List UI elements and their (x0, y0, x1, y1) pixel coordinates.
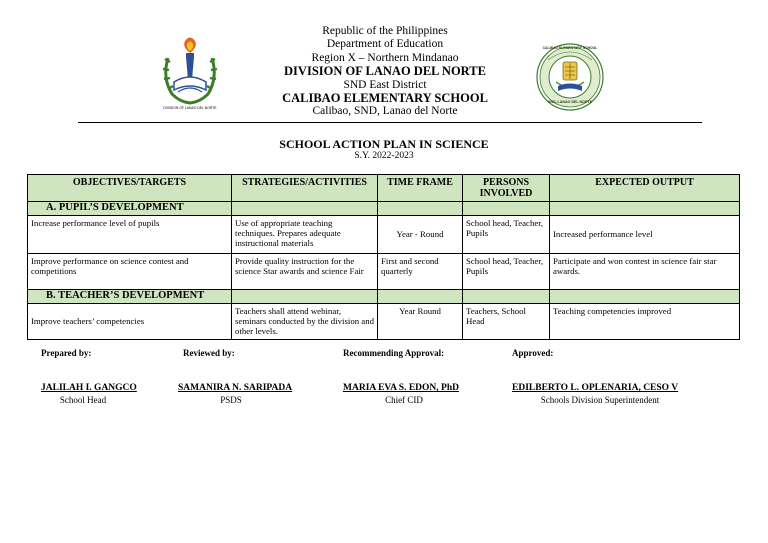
table-header-row (28, 175, 740, 202)
cell-persons: Teachers, School Head (463, 304, 550, 340)
header-objectives: OBJECTIVES/TARGETS (28, 175, 232, 202)
section-label: B. TEACHER’S DEVELOPMENT (28, 290, 232, 304)
cell-persons: School head, Teacher, Pupils (463, 216, 550, 254)
signatory-name-reviewed: SAMANIRA N. SARIPADA (178, 383, 293, 393)
school-address: Calibao, SND, Lanao del Norte (312, 105, 458, 118)
document-title: SCHOOL ACTION PLAN IN SCIENCE (279, 137, 489, 151)
recommending-approval-label: Recommending Approval: (343, 348, 445, 358)
header-persons-involved: PERSONS INVOLVED (463, 175, 550, 202)
cell-objective: Increase performance level of pupils (28, 216, 232, 254)
table-row (28, 216, 740, 254)
school-name: CALIBAO ELEMENTARY SCHOOL (282, 91, 488, 106)
signatory-name-recommending: MARIA EVA S. EDON, PhD (343, 383, 459, 393)
signatory-name-approved: EDILBERTO L. OPLENARIA, CESO V (512, 383, 679, 393)
table-row (28, 254, 740, 290)
cell-output: Teaching competencies improved (550, 304, 740, 340)
school-seal (534, 42, 606, 112)
section-row-pupils (28, 202, 740, 216)
region-line: Region X – Northern Mindanao (311, 51, 459, 64)
signatory-position-approved: Schools Division Superintendent (540, 395, 660, 405)
signatory-position-prepared: School Head (59, 395, 107, 405)
cell-objective: Improve teachers’ competencies (28, 304, 232, 340)
signatory-position-recommending: Chief CID (385, 395, 423, 405)
cell-strategy: Use of appropriate teaching techniques. Prepares adequate instructional materials (232, 216, 378, 254)
action-plan-table (27, 174, 740, 340)
header-divider (78, 122, 702, 123)
division-name: DIVISION OF LANAO DEL NORTE (284, 64, 486, 79)
approved-label: Approved: (512, 348, 554, 358)
school-seal-text-top: CALIBAO ELEMENTARY SCHOOL (542, 46, 598, 50)
cell-persons: School head, Teacher, Pupils (463, 254, 550, 290)
school-seal-text-bottom: SND, LANAO DEL NORTE (547, 100, 593, 104)
cell-strategy: Provide quality instruction for the science Star awards and science Fair (232, 254, 378, 290)
cell-output: Increased performance level (550, 216, 740, 254)
section-row-teachers (28, 290, 740, 304)
cell-objective: Improve performance on science contest and competitions (28, 254, 232, 290)
header-time-frame: TIME FRAME (378, 175, 463, 202)
signatory-position-reviewed: PSDS (220, 395, 242, 405)
signatory-name-prepared: JALILAH I. GANGCO (41, 383, 137, 393)
letterhead (230, 25, 540, 119)
cell-time-frame: Year Round (378, 304, 463, 340)
division-logo (158, 36, 222, 112)
header-strategies: STRATEGIES/ACTIVITIES (232, 175, 378, 202)
section-label: A. PUPIL’S DEVELOPMENT (28, 202, 232, 216)
republic-line: Republic of the Philippines (322, 25, 448, 37)
reviewed-by-label: Reviewed by: (183, 348, 235, 358)
department-line: Department of Education (326, 38, 444, 51)
cell-output: Participate and won contest in science fair star awards. (550, 254, 740, 290)
prepared-by-label: Prepared by: (41, 348, 92, 358)
cell-time-frame: First and second quarterly (378, 254, 463, 290)
district-line: SND East District (343, 78, 427, 91)
division-logo-caption: DIVISION OF LANAO DEL NORTE (163, 106, 217, 110)
header-expected-output: EXPECTED OUTPUT (550, 175, 740, 202)
cell-time-frame: Year - Round (378, 216, 463, 254)
school-year: S.Y. 2022-2023 (354, 151, 414, 161)
table-row (28, 304, 740, 340)
cell-strategy: Teachers shall attend webinar, seminars conducted by the division and other levels. (232, 304, 378, 340)
